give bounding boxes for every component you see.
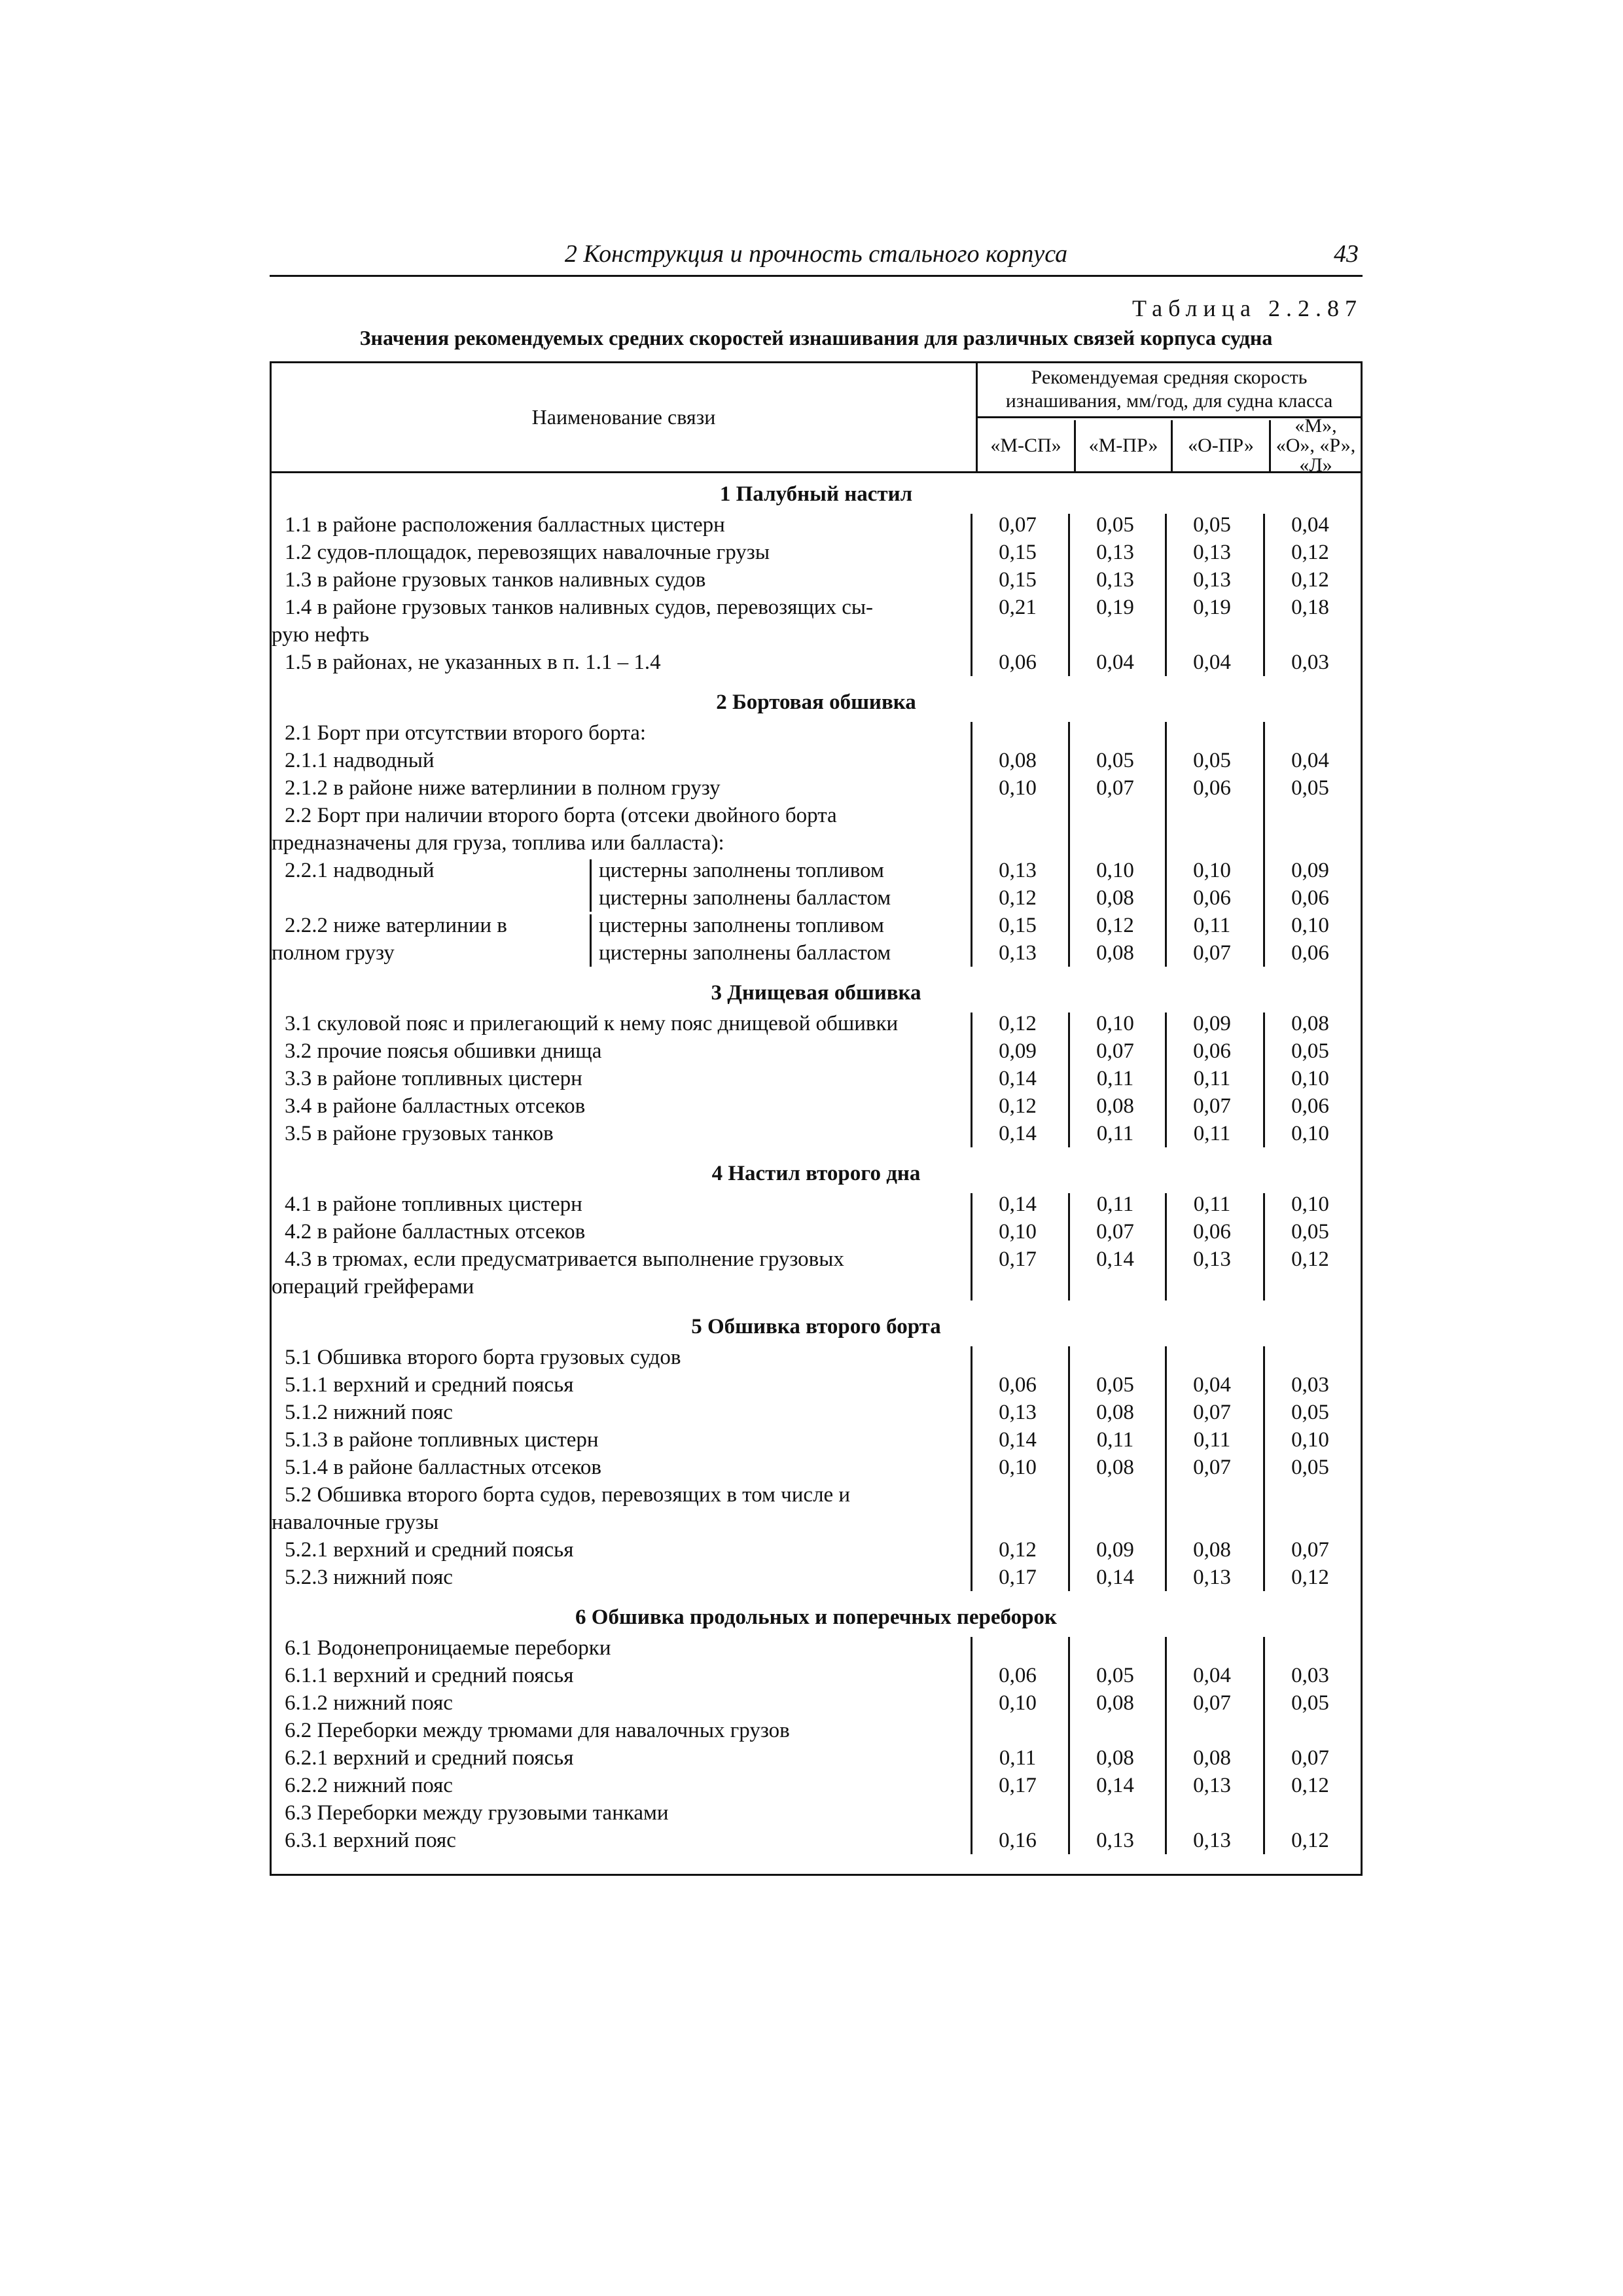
value-cell: 0,11 (1193, 1428, 1231, 1452)
column-divider (1263, 1013, 1265, 1147)
value-cell: 0,10 (1291, 1122, 1329, 1145)
row-name-line: 2.1.2 в районе ниже ватерлинии в полном грузу (285, 776, 721, 800)
wear-rate-table (270, 361, 1363, 1876)
value-cell: 0,18 (1291, 596, 1329, 619)
column-header-name: Наименование связи (272, 363, 978, 471)
row-name (272, 1371, 971, 1399)
table-row (272, 1717, 1361, 1744)
value-cell: 0,05 (1193, 749, 1231, 772)
column-header-class-m-pr: «М-ПР» (1076, 420, 1173, 471)
value-cell: 0,05 (1096, 749, 1134, 772)
value-cell: 0,12 (999, 1538, 1037, 1562)
row-name-line: 5.2.3 нижний пояс (285, 1566, 453, 1589)
value-cell: 0,14 (999, 1428, 1037, 1452)
value-cell: 0,13 (1193, 541, 1231, 564)
column-divider (1263, 1637, 1265, 1854)
table-row (272, 774, 1361, 802)
value-cell: 0,15 (999, 914, 1037, 937)
value-cell: 0,10 (1291, 914, 1329, 937)
row-name-line: 1.2 судов-площадок, перевозящих навалочные грузы (285, 541, 770, 564)
value-cell: 0,07 (1291, 1746, 1329, 1770)
section-title: 4 Настил второго дна (711, 1162, 921, 1185)
value-cell: 0,19 (1193, 596, 1231, 619)
row-name-line: навалочные грузы (272, 1511, 439, 1534)
row-name-line: 3.5 в районе грузовых танков (285, 1122, 554, 1145)
value-cell: 0,10 (1193, 859, 1231, 882)
column-divider (1263, 1193, 1265, 1300)
table-row (272, 1092, 1361, 1120)
value-cell: 0,05 (1291, 1456, 1329, 1479)
value-cell: 0,05 (1096, 1664, 1134, 1687)
value-cell: 0,15 (999, 568, 1037, 592)
value-cell: 0,09 (1193, 1012, 1231, 1035)
value-cell: 0,05 (1193, 513, 1231, 537)
value-cell: 0,12 (1291, 1247, 1329, 1271)
row-name-line (272, 884, 590, 912)
row-name-line: 6.2 Переборки между трюмами для навалочных грузов (285, 1719, 790, 1742)
row-name-line: 4.2 в районе балластных отсеков (285, 1220, 586, 1244)
value-cell: 0,13 (1096, 1829, 1134, 1852)
value-cell: 0,11 (1096, 1193, 1134, 1216)
value-cell: 0,08 (1096, 886, 1134, 910)
table-row (272, 539, 1361, 566)
value-cell: 0,06 (1291, 941, 1329, 965)
value-cell: 0,11 (1193, 1122, 1231, 1145)
table-row (272, 1662, 1361, 1689)
section-title: 5 Обшивка второго борта (691, 1315, 941, 1338)
value-cell: 0,13 (999, 1401, 1037, 1424)
table-row (272, 1536, 1361, 1564)
row-name (272, 1399, 971, 1426)
value-cell: 0,10 (999, 776, 1037, 800)
value-cell: 0,13 (1193, 1247, 1231, 1271)
value-cell: 0,13 (1193, 1829, 1231, 1852)
column-divider (1165, 1193, 1167, 1300)
row-name (272, 1010, 971, 1037)
table-row (272, 1065, 1361, 1092)
row-name (272, 1218, 971, 1246)
row-name (272, 1426, 971, 1454)
value-cell: 0,08 (1193, 1746, 1231, 1770)
running-title: 2 Конструкция и прочность стального корпуса (564, 240, 1068, 268)
column-divider (1263, 1346, 1265, 1591)
table-row (272, 1426, 1361, 1454)
value-cell: 0,07 (999, 513, 1037, 537)
value-cell: 0,06 (1193, 776, 1231, 800)
value-cell: 0,07 (1193, 941, 1231, 965)
row-name (272, 912, 590, 967)
value-cell: 0,05 (1291, 776, 1329, 800)
value-cell: 0,12 (1291, 541, 1329, 564)
row-name-line: 5.2 Обшивка второго борта судов, перевозящих в том числе и (285, 1483, 851, 1507)
row-name-line: 3.3 в районе топливных цистерн (285, 1067, 582, 1090)
value-cell: 0,16 (999, 1829, 1037, 1852)
row-name (272, 511, 971, 539)
value-cell: 0,10 (1096, 1012, 1134, 1035)
value-cell: 0,08 (1096, 1094, 1134, 1118)
value-cell: 0,05 (1291, 1691, 1329, 1715)
row-name (272, 1827, 971, 1854)
section-title: 6 Обшивка продольных и поперечных переборок (575, 1605, 1057, 1629)
row-name (272, 1481, 971, 1536)
table-row (272, 1371, 1361, 1399)
column-header-class-o-pr: «О-ПР» (1173, 420, 1271, 471)
column-divider (1165, 514, 1167, 676)
row-name-line: 5.2.1 верхний и средний поясья (285, 1538, 574, 1562)
value-cell: 0,13 (999, 859, 1037, 882)
value-cell: 0,15 (999, 541, 1037, 564)
value-cell: 0,05 (1291, 1039, 1329, 1063)
value-cell: 0,03 (1291, 1664, 1329, 1687)
value-cell: 0,11 (999, 1746, 1037, 1770)
row-name (272, 774, 971, 802)
value-cell: 0,07 (1193, 1094, 1231, 1118)
value-cell: 0,13 (1096, 568, 1134, 592)
value-cell: 0,08 (1096, 941, 1134, 965)
row-name (272, 802, 971, 857)
row-name (272, 1246, 971, 1300)
table-row (272, 857, 1361, 912)
row-name (272, 1037, 971, 1065)
row-name (272, 1744, 971, 1772)
row-name (272, 1454, 971, 1481)
row-name (272, 1717, 971, 1744)
value-cell: 0,07 (1291, 1538, 1329, 1562)
row-name (272, 719, 971, 747)
row-name (272, 566, 971, 594)
value-cell: 0,06 (1291, 1094, 1329, 1118)
value-cell: 0,11 (1096, 1122, 1134, 1145)
column-header-class-m-o-r-l: «М», «О», «Р», «Л» (1275, 415, 1356, 476)
value-cell: 0,06 (1193, 1039, 1231, 1063)
row-name-line: предназначены для груза, топлива или балласта): (272, 831, 724, 855)
value-cell: 0,17 (999, 1774, 1037, 1797)
row-name-line: 1.3 в районе грузовых танков наливных судов (285, 568, 706, 592)
row-name (272, 1191, 971, 1218)
column-divider (1165, 1637, 1167, 1854)
row-name-line: 5.1.2 нижний пояс (285, 1401, 453, 1424)
table-caption: Значения рекомендуемых средних скоростей изнашивания для различных связей корпуса судна (359, 326, 1273, 350)
value-cell: 0,04 (1193, 1664, 1231, 1687)
value-cell: 0,08 (1096, 1401, 1134, 1424)
value-cell: 0,10 (1096, 859, 1134, 882)
value-cell: 0,12 (999, 1094, 1037, 1118)
column-divider (1165, 1346, 1167, 1591)
value-cell: 0,12 (1096, 914, 1134, 937)
row-name (272, 1120, 971, 1147)
table-row (272, 1772, 1361, 1799)
row-name (272, 594, 971, 649)
column-divider (971, 1193, 972, 1300)
column-divider (1068, 722, 1070, 967)
page-number: 43 (1334, 240, 1359, 268)
value-cell: 0,17 (999, 1247, 1037, 1271)
sub-divider (590, 859, 592, 912)
value-cell: 0,11 (1096, 1067, 1134, 1090)
column-divider (1263, 514, 1265, 676)
row-condition (592, 912, 971, 967)
page-header (270, 238, 1363, 277)
value-cell: 0,14 (1096, 1247, 1134, 1271)
table-row (272, 566, 1361, 594)
table-row (272, 719, 1361, 747)
row-name-line: 5.1 Обшивка второго борта грузовых судов (285, 1346, 681, 1369)
table-row (272, 1246, 1361, 1300)
row-condition-line: цистерны заполнены балластом (599, 941, 891, 965)
row-name-line: 6.3.1 верхний пояс (285, 1829, 456, 1852)
row-name-line: 5.1.1 верхний и средний поясья (285, 1373, 574, 1397)
row-name (272, 1344, 971, 1371)
value-cell: 0,10 (999, 1220, 1037, 1244)
value-cell: 0,07 (1096, 1039, 1134, 1063)
section-title: 3 Днищевая обшивка (711, 981, 921, 1005)
row-name (272, 1689, 971, 1717)
table-row (272, 1191, 1361, 1218)
row-name-line: 1.5 в районах, не указанных в п. 1.1 – 1.4 (285, 651, 661, 674)
row-name-line: 6.2.2 нижний пояс (285, 1774, 453, 1797)
row-name-line: 5.1.3 в районе топливных цистерн (285, 1428, 599, 1452)
value-cell: 0,03 (1291, 1373, 1329, 1397)
table-row (272, 1120, 1361, 1147)
table-row (272, 1634, 1361, 1662)
value-cell: 0,04 (1096, 651, 1134, 674)
row-condition (592, 857, 971, 912)
table-row (272, 1454, 1361, 1481)
section-title: 1 Палубный настил (719, 482, 913, 506)
row-name-line: 3.4 в районе балластных отсеков (285, 1094, 586, 1118)
table-header (272, 363, 1361, 476)
value-cell: 0,06 (1193, 1220, 1231, 1244)
value-cell: 0,17 (999, 1566, 1037, 1589)
value-cell: 0,06 (999, 1373, 1037, 1397)
row-name (272, 857, 590, 912)
column-divider (1068, 1637, 1070, 1854)
table-row (272, 912, 1361, 967)
value-cell: 0,19 (1096, 596, 1134, 619)
row-name (272, 539, 971, 566)
row-name-line: 4.1 в районе топливных цистерн (285, 1193, 582, 1216)
value-cell: 0,09 (1291, 859, 1329, 882)
value-cell: 0,06 (1193, 886, 1231, 910)
row-condition-line: цистерны заполнены топливом (599, 859, 884, 882)
value-cell: 0,13 (1193, 568, 1231, 592)
value-cell: 0,07 (1193, 1456, 1231, 1479)
value-cell: 0,14 (999, 1122, 1037, 1145)
row-name (272, 1092, 971, 1120)
column-divider (1165, 722, 1167, 967)
value-cell: 0,21 (999, 596, 1037, 619)
value-cell: 0,11 (1193, 1193, 1231, 1216)
table-row (272, 1799, 1361, 1827)
table-row (272, 1399, 1361, 1426)
row-name (272, 1564, 971, 1591)
value-cell: 0,10 (999, 1456, 1037, 1479)
value-cell: 0,06 (999, 1664, 1037, 1687)
column-divider (971, 514, 972, 676)
row-condition-line: цистерны заполнены топливом (599, 914, 884, 937)
row-name-line: 1.1 в районе расположения балластных цистерн (285, 513, 725, 537)
row-name (272, 1799, 971, 1827)
value-cell: 0,08 (999, 749, 1037, 772)
row-name (272, 649, 971, 676)
value-cell: 0,14 (1096, 1774, 1134, 1797)
value-cell: 0,03 (1291, 651, 1329, 674)
value-cell: 0,10 (999, 1691, 1037, 1715)
row-name-line: 4.3 в трюмах, если предусматривается выполнение грузовых (285, 1247, 844, 1271)
value-cell: 0,12 (1291, 1566, 1329, 1589)
row-name-line: 6.3 Переборки между грузовыми танками (285, 1801, 669, 1825)
value-cell: 0,08 (1096, 1746, 1134, 1770)
column-divider (971, 1346, 972, 1591)
value-cell: 0,13 (1193, 1774, 1231, 1797)
table-row (272, 511, 1361, 539)
table-row (272, 594, 1361, 649)
column-divider (1165, 1013, 1167, 1147)
value-cell: 0,10 (1291, 1067, 1329, 1090)
value-cell: 0,04 (1291, 749, 1329, 772)
value-cell: 0,08 (1096, 1456, 1134, 1479)
value-cell: 0,09 (1096, 1538, 1134, 1562)
value-cell: 0,13 (1096, 541, 1134, 564)
value-cell: 0,12 (1291, 1774, 1329, 1797)
table-row (272, 802, 1361, 857)
value-cell: 0,08 (1096, 1691, 1134, 1715)
row-name (272, 747, 971, 774)
row-name-line: 2.1.1 надводный (285, 749, 435, 772)
column-divider (1068, 1193, 1070, 1300)
row-name-line: 3.2 прочие поясья обшивки днища (285, 1039, 602, 1063)
column-divider (971, 722, 972, 967)
row-name-line: полном грузу (272, 941, 395, 965)
row-name-line: 1.4 в районе грузовых танков наливных судов, перевозящих сы- (285, 596, 874, 619)
value-cell: 0,04 (1291, 513, 1329, 537)
value-cell: 0,10 (1291, 1428, 1329, 1452)
value-cell: 0,05 (1096, 513, 1134, 537)
row-name-line: 3.1 скуловой пояс и прилегающий к нему пояс днищевой обшивки (285, 1012, 899, 1035)
table-row (272, 649, 1361, 676)
row-name (272, 1065, 971, 1092)
sub-divider (590, 914, 592, 967)
value-cell: 0,12 (999, 1012, 1037, 1035)
value-cell: 0,12 (999, 886, 1037, 910)
value-cell: 0,14 (1096, 1566, 1134, 1589)
column-divider (1068, 1346, 1070, 1591)
row-name-line: рую нефть (272, 623, 370, 647)
table-row (272, 1037, 1361, 1065)
value-cell: 0,13 (999, 941, 1037, 965)
value-cell: 0,11 (1193, 914, 1231, 937)
row-name-line: 2.1 Борт при отсутствии второго борта: (285, 721, 647, 745)
value-cell: 0,10 (1291, 1193, 1329, 1216)
table-row (272, 1827, 1361, 1854)
value-cell: 0,05 (1096, 1373, 1134, 1397)
row-name (272, 1634, 971, 1662)
value-cell: 0,12 (1291, 568, 1329, 592)
column-divider (971, 1637, 972, 1854)
table-number: Таблица 2.2.87 (1132, 295, 1363, 321)
table-row (272, 1481, 1361, 1536)
row-name-line: 5.1.4 в районе балластных отсеков (285, 1456, 601, 1479)
value-cell: 0,04 (1193, 1373, 1231, 1397)
value-cell: 0,05 (1291, 1220, 1329, 1244)
value-cell: 0,06 (999, 651, 1037, 674)
value-cell: 0,06 (1291, 886, 1329, 910)
value-cell: 0,07 (1193, 1691, 1231, 1715)
value-cell: 0,11 (1193, 1067, 1231, 1090)
row-name-line: 2.2.1 надводный (285, 859, 435, 882)
value-cell: 0,07 (1096, 1220, 1134, 1244)
row-condition-line: цистерны заполнены балластом (599, 886, 891, 910)
table-row (272, 1689, 1361, 1717)
value-cell: 0,07 (1193, 1401, 1231, 1424)
value-cell: 0,14 (999, 1067, 1037, 1090)
row-name-line: 6.1.2 нижний пояс (285, 1691, 453, 1715)
value-cell: 0,05 (1291, 1401, 1329, 1424)
table-row (272, 1344, 1361, 1371)
row-name-line: 6.1.1 верхний и средний поясья (285, 1664, 574, 1687)
row-name (272, 1662, 971, 1689)
row-name (272, 1536, 971, 1564)
value-cell: 0,11 (1096, 1428, 1134, 1452)
section-title: 2 Бортовая обшивка (716, 691, 916, 714)
column-divider (971, 1013, 972, 1147)
table-row (272, 1744, 1361, 1772)
table-row (272, 1564, 1361, 1591)
table-row (272, 747, 1361, 774)
column-divider (1263, 722, 1265, 967)
value-cell: 0,07 (1096, 776, 1134, 800)
value-cell: 0,09 (999, 1039, 1037, 1063)
value-cell: 0,14 (999, 1193, 1037, 1216)
value-cell: 0,12 (1291, 1829, 1329, 1852)
column-header-class-m-sp: «М-СП» (978, 420, 1076, 471)
value-cell: 0,13 (1193, 1566, 1231, 1589)
row-name-line: 6.2.1 верхний и средний поясья (285, 1746, 574, 1770)
row-name-line: 2.2.2 ниже ватерлинии в (285, 914, 507, 937)
table-row (272, 1218, 1361, 1246)
column-header-rate-group: Рекомендуемая средняя скорость изнашивания, мм/год, для судна класса (978, 363, 1361, 418)
value-cell: 0,08 (1193, 1538, 1231, 1562)
value-cell: 0,04 (1193, 651, 1231, 674)
row-name-line: операций грейферами (272, 1275, 474, 1299)
column-divider (1068, 1013, 1070, 1147)
table-row (272, 1010, 1361, 1037)
row-name-line: 6.1 Водонепроницаемые переборки (285, 1636, 611, 1660)
row-name (272, 1772, 971, 1799)
value-cell: 0,08 (1291, 1012, 1329, 1035)
column-divider (1068, 514, 1070, 676)
row-name-line: 2.2 Борт при наличии второго борта (отсеки двойного борта (285, 804, 837, 827)
